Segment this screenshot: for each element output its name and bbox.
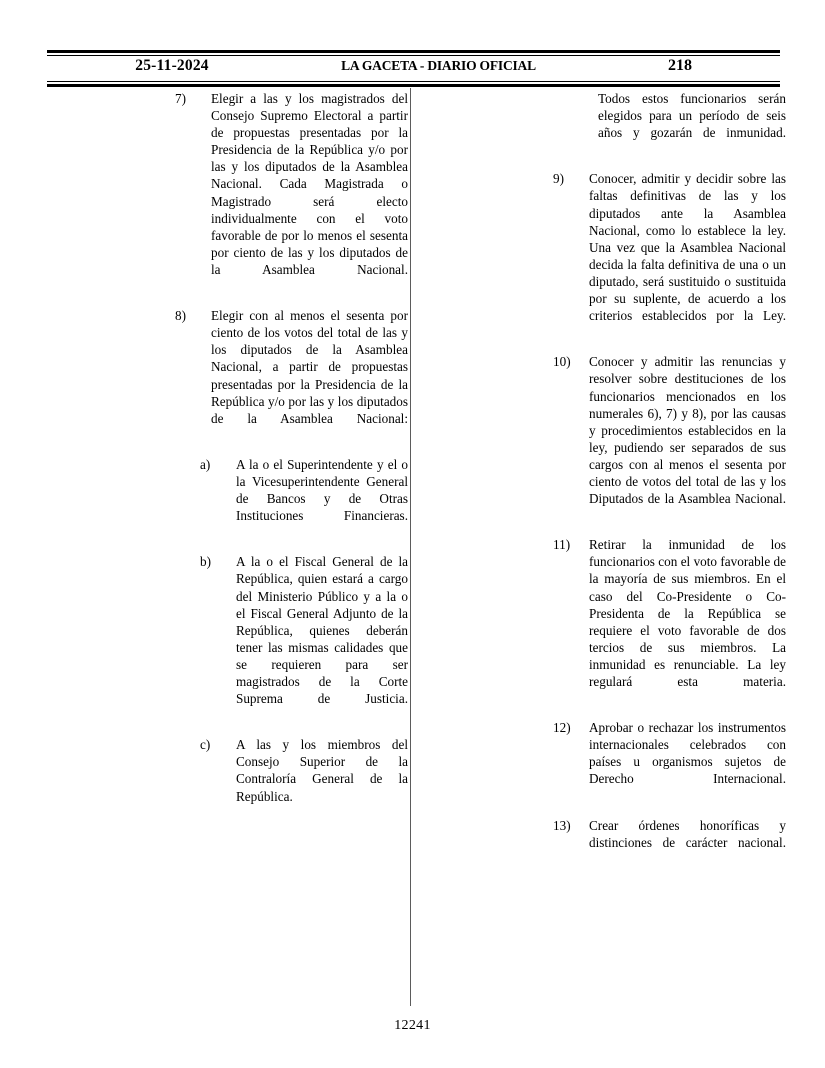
list-subitem-text: A las y los miembros del Consejo Superior de la Contraloría General de la República. (236, 737, 408, 804)
list-subitem-marker: c) (200, 737, 211, 753)
list-item-text: Conocer y admitir las renuncias y resolver sobre destituciones de los funcionarios mencionados en los numerales 6), 7) y 8), por las causas y procedimientos establecidos en la ley, pudiendo ser separados de sus cargos con al menos el sesenta por ciento de votos del total de las y los Diputados de la Asamblea Nacional. (589, 354, 786, 507)
masthead-date: 25-11-2024 (135, 57, 209, 74)
right-text-column (553, 90, 786, 880)
list-item-text: Elegir con al menos el sesenta por ciento de los votos del total de las y los diputados de la Asamblea Nacional, a partir de propuestas presentadas por la Presidencia de la República y/o por las y los diputados de la Asamblea Nacional: (211, 308, 408, 426)
continuation-paragraph: Todos estos funcionarios serán elegidos para un período de seis años y gozarán de inmunidad. (598, 91, 786, 141)
list-item-marker: 9) (553, 171, 564, 187)
page-masthead (47, 50, 780, 87)
list-item-text: Aprobar o rechazar los instrumentos internacionales celebrados con países u organismos sujetos de Derecho Internacional. (589, 720, 786, 787)
list-subitem-text: A la o el Superintendente y el o la Vicesuperintendente General de Bancos y de Otras Instituciones Financieras. (236, 456, 408, 524)
list-item-marker: 12) (553, 720, 571, 736)
list-item-marker: 10) (553, 354, 571, 370)
list-item (553, 536, 786, 707)
list-item (175, 307, 408, 444)
list-item (553, 170, 786, 341)
list-item-text: Elegir a las y los magistrados del Consejo Supremo Electoral a partir de propuestas presentadas por la Presidencia de la República y/o por las y los diputados de la Asamblea Nacional. Cada Magistrada o Magistrado será electo individualmente con el voto favorable de por lo menos el sesenta por ciento de las y los diputados de la Asamblea Nacional. (211, 91, 408, 277)
list-item (553, 353, 786, 524)
list-item-text: Retirar la inmunidad de los funcionarios con el voto favorable de la mayoría de sus miembros. En el caso del Co-Presidente o Co-Presidenta de la República se requiere el voto favorable de dos tercios de sus miembros. La inmunidad es renunciable. La ley regulará esta materia. (589, 537, 786, 689)
list-subitem-marker: b) (200, 554, 211, 570)
list-subitem-marker: a) (200, 456, 211, 472)
masthead-rule-top-thick (47, 50, 780, 53)
list-item-marker: 11) (553, 537, 571, 553)
list-item-marker: 8) (175, 308, 186, 324)
masthead-row (47, 56, 780, 81)
list-subitem (200, 456, 408, 541)
masthead-page-number: 218 (668, 57, 692, 74)
list-item (175, 90, 408, 295)
list-item-text: Crear órdenes honoríficas y distinciones de carácter nacional. (589, 817, 786, 850)
list-item (553, 719, 786, 804)
masthead-publication-title: LA GACETA - DIARIO OFICIAL (341, 58, 536, 73)
list-item-marker: 7) (175, 91, 186, 106)
list-subitem (200, 553, 408, 724)
list-item-text: Conocer, admitir y decidir sobre las faltas definitivas de las y los diputados ante la Asamblea Nacional, como lo establece la ley. Una vez que la Asamblea Nacional decida la falta definitiva de una o un diputado, será sustituido o sustituida por su suplente, de acuerdo a los criterios establecidos por la Ley. (589, 171, 786, 324)
list-item (553, 817, 786, 868)
masthead-rule-bottom-thin (47, 81, 780, 82)
column-divider (410, 88, 411, 1006)
list-subitem-text: A la o el Fiscal General de la República, quien estará a cargo del Ministerio Público y a la o el Fiscal General Adjunto de la República, quienes deberán tener las mismas calidades que se requieren para ser magistrados de la Corte Suprema de Justicia. (236, 554, 408, 707)
list-subitem (200, 736, 408, 821)
list-item-marker: 13) (553, 817, 571, 833)
masthead-rule-bottom-thick (47, 84, 780, 87)
left-text-column (175, 90, 408, 834)
page-folio-number: 12241 (394, 1018, 431, 1033)
